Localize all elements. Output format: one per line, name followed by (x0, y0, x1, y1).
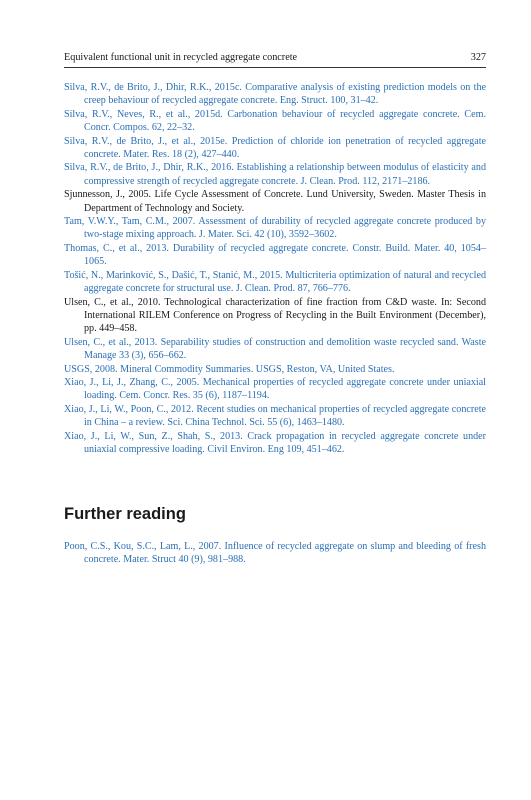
running-header (64, 51, 486, 64)
reference-entry[interactable]: Tam, V.W.Y., Tam, C.M., 2007. Assessment of durability of recycled aggregate concrete produced by two-stage mixing approach. J. Mater. Sci. 42 (10), 3592–3602. (64, 216, 486, 241)
reference-entry[interactable]: USGS, 2008. Mineral Commodity Summaries. USGS, Reston, VA, United States. (64, 363, 395, 375)
book-page (64, 0, 486, 800)
page-number: 327 (470, 52, 486, 63)
reference-entry[interactable]: Xiao, J., Li, W., Poon, C., 2012. Recent studies on mechanical properties of recycled aggregate concrete in China – a review. Sci. China Technol. Sci. 55 (6), 1463–1480. (64, 403, 486, 429)
reference-entry[interactable]: Silva, R.V., Neves, R., et al., 2015d. Carbonation behaviour of recycled aggregate concrete. Cem. Concr. Compos. 62, 22–32. (64, 108, 486, 134)
reference-entry[interactable]: Silva, R.V., de Brito, J., Dhir, R.K., 2015c. Comparative analysis of existing prediction models on the creep behaviour of recycled aggregate concrete. Eng. Struct. 100, 31–42. (64, 82, 486, 107)
reference-list (64, 81, 486, 456)
reference-entry[interactable]: Silva, R.V., de Brito, J., et al., 2015e. Prediction of chloride ion penetration of recycled aggregate concrete. Mater. Res. 18 (2), 427–440. (64, 135, 486, 161)
reference-entry: Sjunnesson, J., 2005. Life Cycle Assessment of Concrete. Lund University, Sweden. Master Thesis in Department of Technology and Society. (64, 189, 486, 214)
reference-entry[interactable]: Xiao, J., Li, W., Sun, Z., Shah, S., 2013. Crack propagation in recycled aggregate concrete under uniaxial compressive loading. Civil Environ. Eng 109, 451–462. (64, 430, 486, 455)
reference-entry[interactable]: Tošić, N., Marinković, S., Dašić, T., Stanić, M., 2015. Multicriteria optimization of natural and recycled aggregate concrete for structural use. J. Clean. Prod. 87, 766–776. (64, 269, 486, 295)
further-reading-heading: Further reading (64, 505, 186, 523)
reference-entry[interactable]: Silva, R.V., de Brito, J., Dhir, R.K., 2016. Establishing a relationship between modulus of elasticity and compressive strength of recycled aggregate concrete. J. Clean. Prod. 112, 2171–2186. (64, 162, 486, 187)
reference-entry[interactable]: Thomas, C., et al., 2013. Durability of recycled aggregate concrete. Constr. Build. Mater. 40, 1054–1065. (64, 242, 486, 268)
reference-entry[interactable]: Xiao, J., Li, J., Zhang, C., 2005. Mechanical properties of recycled aggregate concrete under uniaxial loading. Cem. Concr. Res. 35 (6), 1187–1194. (64, 376, 486, 402)
running-title: Equivalent functional unit in recycled aggregate concrete (64, 52, 298, 63)
header-rule (64, 67, 486, 68)
reference-entry[interactable]: Poon, C.S., Kou, S.C., Lam, L., 2007. Influence of recycled aggregate on slump and bleeding of fresh concrete. Mater. Struct 40 (9), 981–988. (64, 541, 486, 566)
further-reading-list (64, 540, 486, 567)
reference-entry[interactable]: Ulsen, C., et al., 2013. Separability studies of construction and demolition waste recycled sand. Waste Manage 33 (3), 656–662. (64, 336, 486, 362)
reference-entry: Ulsen, C., et al., 2010. Technological characterization of fine fraction from C&D waste. In: Second International RILEM Conference on Progress of Recycling in the Built Environment (December), pp. 449–458. (64, 296, 486, 335)
